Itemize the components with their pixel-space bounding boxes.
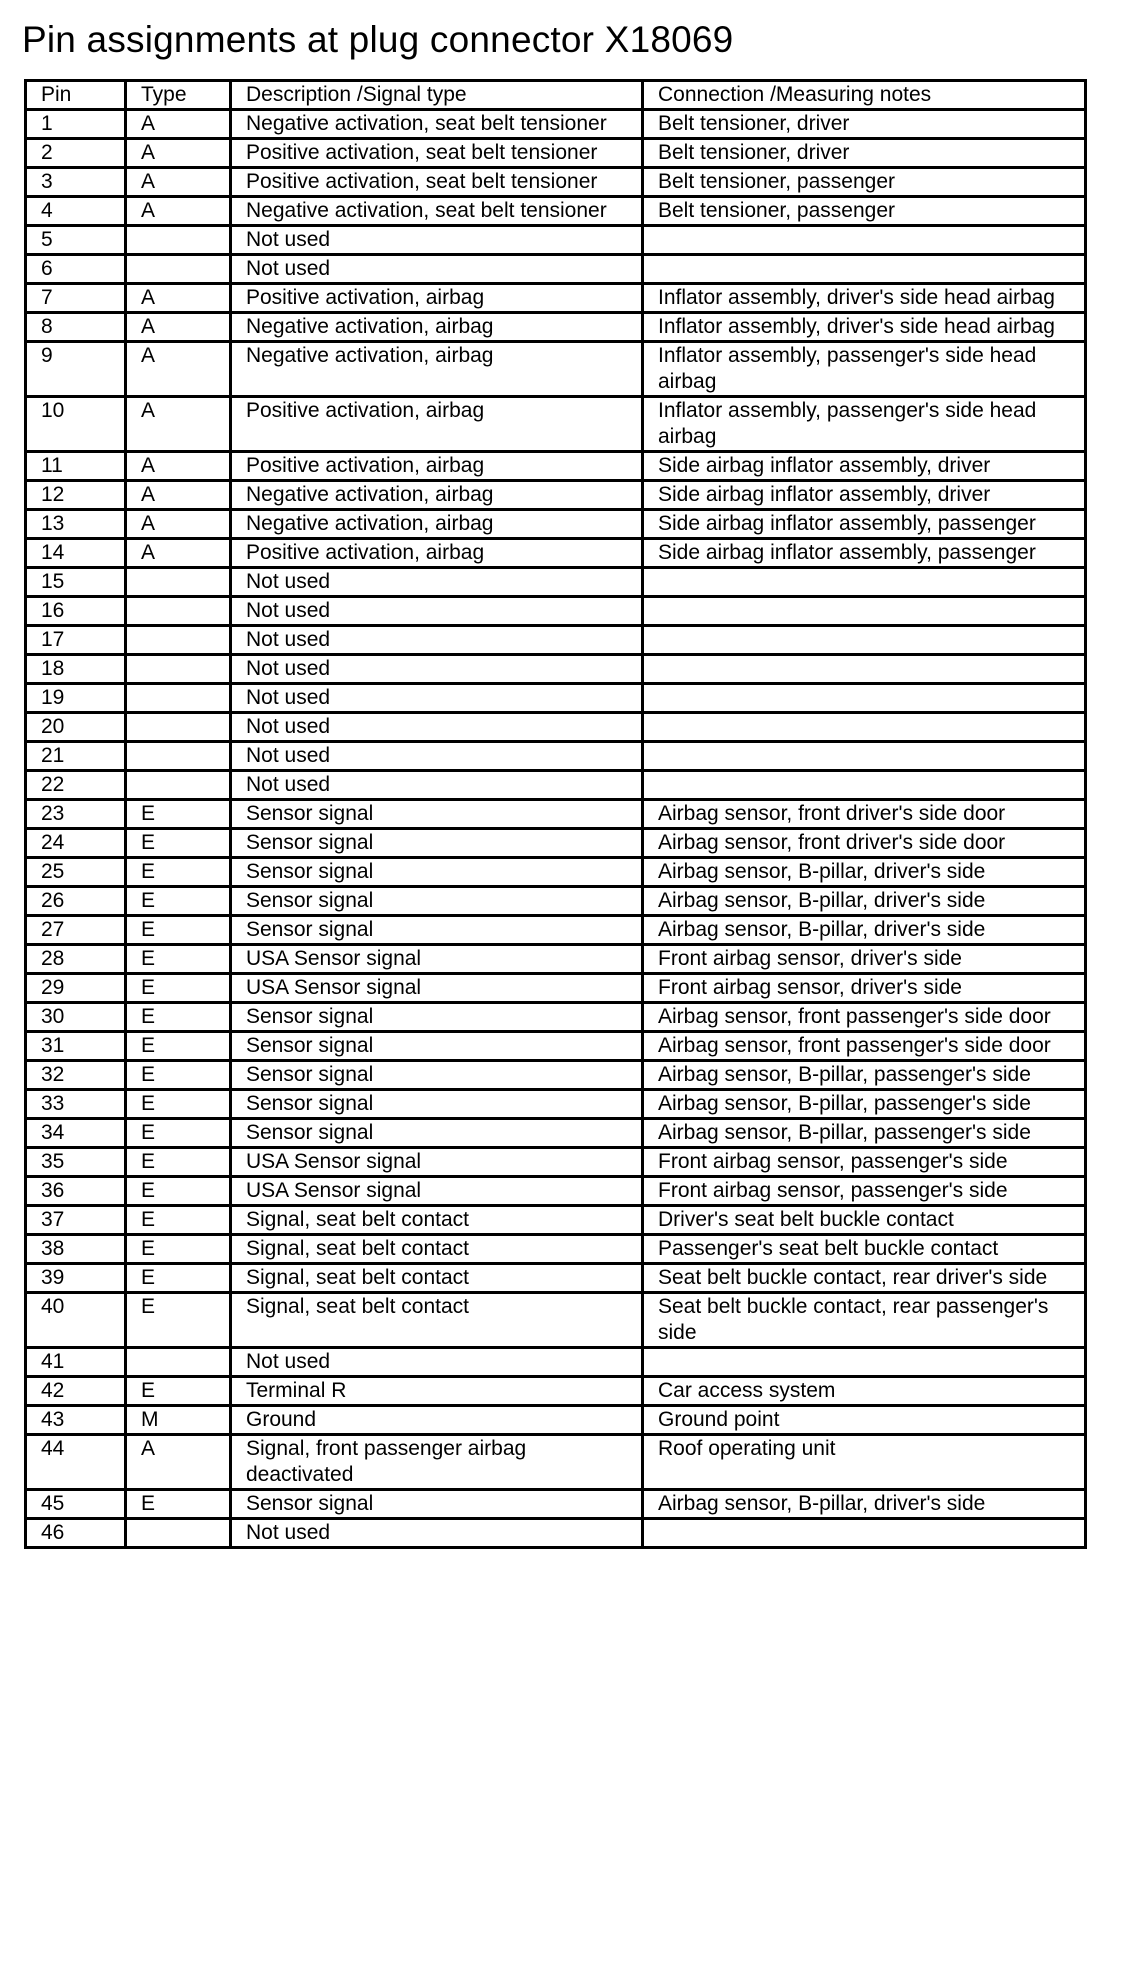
cell-pin: 14 [26,539,126,568]
cell-type [126,568,231,597]
cell-type [126,771,231,800]
cell-description: Not used [231,684,643,713]
cell-type: E [126,916,231,945]
cell-connection: Airbag sensor, B-pillar, driver's side [643,1490,1086,1519]
cell-description: Positive activation, seat belt tensioner [231,168,643,197]
cell-type [126,226,231,255]
cell-connection [643,742,1086,771]
header-type: Type [126,81,231,110]
cell-type: A [126,1435,231,1490]
table-row [26,1348,1086,1377]
cell-description: Sensor signal [231,1090,643,1119]
cell-pin: 11 [26,452,126,481]
table-row [26,452,1086,481]
cell-connection: Airbag sensor, B-pillar, passenger's side [643,1090,1086,1119]
cell-connection: Airbag sensor, front passenger's side door [643,1003,1086,1032]
cell-connection: Airbag sensor, front passenger's side door [643,1032,1086,1061]
cell-description: Signal, front passenger airbag deactivated [231,1435,643,1490]
cell-connection: Belt tensioner, driver [643,110,1086,139]
cell-pin: 40 [26,1293,126,1348]
cell-description: Sensor signal [231,1490,643,1519]
table-row [26,510,1086,539]
cell-description: Not used [231,771,643,800]
cell-pin: 22 [26,771,126,800]
cell-type: A [126,110,231,139]
cell-description: USA Sensor signal [231,1148,643,1177]
cell-type: E [126,1119,231,1148]
cell-pin: 33 [26,1090,126,1119]
cell-description: Negative activation, airbag [231,342,643,397]
cell-description: Not used [231,597,643,626]
cell-description: Sensor signal [231,858,643,887]
cell-connection: Airbag sensor, front driver's side door [643,829,1086,858]
cell-description: Sensor signal [231,800,643,829]
table-row [26,1264,1086,1293]
cell-connection: Front airbag sensor, driver's side [643,945,1086,974]
cell-pin: 46 [26,1519,126,1548]
cell-type: E [126,1090,231,1119]
cell-description: Not used [231,255,643,284]
cell-type: E [126,1377,231,1406]
cell-pin: 44 [26,1435,126,1490]
cell-connection [643,655,1086,684]
table-row [26,1032,1086,1061]
cell-description: Not used [231,713,643,742]
table-row [26,197,1086,226]
table-row [26,1003,1086,1032]
cell-pin: 21 [26,742,126,771]
table-row [26,1090,1086,1119]
cell-description: Positive activation, seat belt tensioner [231,139,643,168]
table-row [26,684,1086,713]
table-row [26,1061,1086,1090]
cell-description: Signal, seat belt contact [231,1235,643,1264]
table-row [26,1293,1086,1348]
cell-description: Negative activation, seat belt tensioner [231,110,643,139]
cell-type [126,655,231,684]
cell-type [126,1348,231,1377]
cell-type: E [126,1061,231,1090]
cell-pin: 39 [26,1264,126,1293]
cell-pin: 23 [26,800,126,829]
table-row [26,110,1086,139]
cell-connection [643,626,1086,655]
cell-connection [643,597,1086,626]
cell-type: A [126,139,231,168]
cell-connection: Airbag sensor, B-pillar, driver's side [643,916,1086,945]
cell-connection: Seat belt buckle contact, rear driver's side [643,1264,1086,1293]
cell-pin: 12 [26,481,126,510]
cell-type [126,255,231,284]
cell-connection: Belt tensioner, passenger [643,197,1086,226]
table-row [26,397,1086,452]
cell-connection [643,226,1086,255]
table-row [26,800,1086,829]
cell-connection: Side airbag inflator assembly, driver [643,452,1086,481]
table-row [26,1148,1086,1177]
cell-pin: 2 [26,139,126,168]
table-row [26,139,1086,168]
table-row [26,887,1086,916]
cell-type: A [126,397,231,452]
cell-type: E [126,945,231,974]
cell-pin: 29 [26,974,126,1003]
cell-pin: 1 [26,110,126,139]
cell-pin: 4 [26,197,126,226]
cell-description: USA Sensor signal [231,945,643,974]
cell-connection: Front airbag sensor, passenger's side [643,1177,1086,1206]
cell-connection: Side airbag inflator assembly, driver [643,481,1086,510]
table-row [26,313,1086,342]
cell-type: E [126,858,231,887]
cell-connection: Seat belt buckle contact, rear passenger's side [643,1293,1086,1348]
cell-pin: 3 [26,168,126,197]
header-pin: Pin [26,81,126,110]
cell-description: Sensor signal [231,887,643,916]
cell-type: A [126,481,231,510]
table-row [26,284,1086,313]
cell-connection: Airbag sensor, B-pillar, driver's side [643,887,1086,916]
cell-description: Positive activation, airbag [231,452,643,481]
cell-connection: Airbag sensor, B-pillar, driver's side [643,858,1086,887]
cell-type: A [126,284,231,313]
cell-type [126,626,231,655]
table-row [26,168,1086,197]
cell-pin: 26 [26,887,126,916]
cell-pin: 30 [26,1003,126,1032]
cell-connection: Inflator assembly, driver's side head airbag [643,313,1086,342]
cell-type: E [126,1264,231,1293]
cell-connection: Driver's seat belt buckle contact [643,1206,1086,1235]
cell-type: E [126,1032,231,1061]
cell-pin: 27 [26,916,126,945]
cell-type: E [126,1206,231,1235]
cell-pin: 9 [26,342,126,397]
table-row [26,226,1086,255]
cell-connection: Belt tensioner, driver [643,139,1086,168]
cell-description: Sensor signal [231,916,643,945]
cell-connection [643,713,1086,742]
cell-type: E [126,1148,231,1177]
cell-type: A [126,452,231,481]
table-row [26,974,1086,1003]
cell-description: Signal, seat belt contact [231,1206,643,1235]
header-connection: Connection /Measuring notes [643,81,1086,110]
table-row [26,1206,1086,1235]
table-row [26,742,1086,771]
cell-type: M [126,1406,231,1435]
cell-description: Positive activation, airbag [231,539,643,568]
table-row [26,1490,1086,1519]
cell-pin: 42 [26,1377,126,1406]
cell-description: Signal, seat belt contact [231,1264,643,1293]
cell-connection [643,1348,1086,1377]
cell-connection: Belt tensioner, passenger [643,168,1086,197]
cell-type [126,742,231,771]
cell-type: E [126,1003,231,1032]
cell-description: Terminal R [231,1377,643,1406]
cell-description: Negative activation, airbag [231,313,643,342]
table-header-row [26,81,1086,110]
table-row [26,481,1086,510]
cell-description: Not used [231,568,643,597]
cell-description: Sensor signal [231,1032,643,1061]
cell-pin: 35 [26,1148,126,1177]
cell-type: A [126,168,231,197]
table-row [26,771,1086,800]
cell-pin: 32 [26,1061,126,1090]
cell-description: Signal, seat belt contact [231,1293,643,1348]
cell-description: USA Sensor signal [231,1177,643,1206]
cell-pin: 16 [26,597,126,626]
cell-type: A [126,342,231,397]
cell-pin: 43 [26,1406,126,1435]
cell-pin: 17 [26,626,126,655]
cell-connection [643,684,1086,713]
cell-type: E [126,1177,231,1206]
table-row [26,1119,1086,1148]
cell-connection: Airbag sensor, B-pillar, passenger's side [643,1119,1086,1148]
cell-pin: 20 [26,713,126,742]
cell-connection: Front airbag sensor, driver's side [643,974,1086,1003]
table-row [26,1406,1086,1435]
cell-description: Sensor signal [231,1003,643,1032]
cell-pin: 15 [26,568,126,597]
cell-type: E [126,829,231,858]
cell-type: E [126,887,231,916]
cell-description: Sensor signal [231,829,643,858]
cell-connection [643,568,1086,597]
cell-description: Not used [231,1348,643,1377]
cell-pin: 18 [26,655,126,684]
cell-description: Not used [231,626,643,655]
cell-pin: 5 [26,226,126,255]
cell-pin: 38 [26,1235,126,1264]
cell-pin: 41 [26,1348,126,1377]
cell-connection [643,255,1086,284]
cell-type: A [126,197,231,226]
cell-description: Not used [231,226,643,255]
table-row [26,1377,1086,1406]
table-row [26,1435,1086,1490]
cell-connection: Front airbag sensor, passenger's side [643,1148,1086,1177]
cell-type: E [126,1490,231,1519]
header-description: Description /Signal type [231,81,643,110]
cell-description: Ground [231,1406,643,1435]
table-row [26,1235,1086,1264]
cell-connection: Car access system [643,1377,1086,1406]
cell-description: Sensor signal [231,1119,643,1148]
cell-description: Not used [231,742,643,771]
table-row [26,713,1086,742]
cell-connection: Inflator assembly, passenger's side head airbag [643,397,1086,452]
cell-pin: 19 [26,684,126,713]
cell-connection: Passenger's seat belt buckle contact [643,1235,1086,1264]
cell-pin: 45 [26,1490,126,1519]
cell-type [126,684,231,713]
table-row [26,597,1086,626]
cell-type: A [126,510,231,539]
table-row [26,539,1086,568]
cell-connection: Side airbag inflator assembly, passenger [643,539,1086,568]
cell-pin: 34 [26,1119,126,1148]
cell-connection: Airbag sensor, front driver's side door [643,800,1086,829]
cell-type: A [126,313,231,342]
cell-description: Not used [231,655,643,684]
table-row [26,568,1086,597]
cell-type [126,597,231,626]
cell-description: Sensor signal [231,1061,643,1090]
table-row [26,1177,1086,1206]
cell-pin: 6 [26,255,126,284]
cell-type: E [126,1293,231,1348]
table-row [26,858,1086,887]
table-row [26,945,1086,974]
cell-pin: 31 [26,1032,126,1061]
cell-pin: 37 [26,1206,126,1235]
cell-pin: 7 [26,284,126,313]
cell-type: E [126,974,231,1003]
cell-pin: 24 [26,829,126,858]
cell-connection: Roof operating unit [643,1435,1086,1490]
cell-type [126,713,231,742]
cell-pin: 25 [26,858,126,887]
cell-type: E [126,1235,231,1264]
cell-description: Negative activation, airbag [231,481,643,510]
cell-pin: 10 [26,397,126,452]
cell-connection: Ground point [643,1406,1086,1435]
table-row [26,626,1086,655]
cell-description: Negative activation, airbag [231,510,643,539]
table-row [26,829,1086,858]
cell-connection [643,1519,1086,1548]
cell-connection: Inflator assembly, passenger's side head airbag [643,342,1086,397]
table-row [26,255,1086,284]
cell-description: Positive activation, airbag [231,284,643,313]
cell-description: Not used [231,1519,643,1548]
table-row [26,655,1086,684]
cell-connection: Inflator assembly, driver's side head airbag [643,284,1086,313]
cell-type [126,1519,231,1548]
cell-connection [643,771,1086,800]
cell-type: A [126,539,231,568]
cell-pin: 8 [26,313,126,342]
cell-pin: 28 [26,945,126,974]
table-row [26,1519,1086,1548]
pin-assignment-table [24,79,1087,1549]
cell-connection: Side airbag inflator assembly, passenger [643,510,1086,539]
cell-pin: 36 [26,1177,126,1206]
table-body [26,110,1086,1548]
page-title: Pin assignments at plug connector X18069 [22,19,734,60]
cell-description: Positive activation, airbag [231,397,643,452]
cell-description: USA Sensor signal [231,974,643,1003]
cell-description: Negative activation, seat belt tensioner [231,197,643,226]
cell-connection: Airbag sensor, B-pillar, passenger's side [643,1061,1086,1090]
table-row [26,916,1086,945]
table-row [26,342,1086,397]
cell-type: E [126,800,231,829]
cell-pin: 13 [26,510,126,539]
